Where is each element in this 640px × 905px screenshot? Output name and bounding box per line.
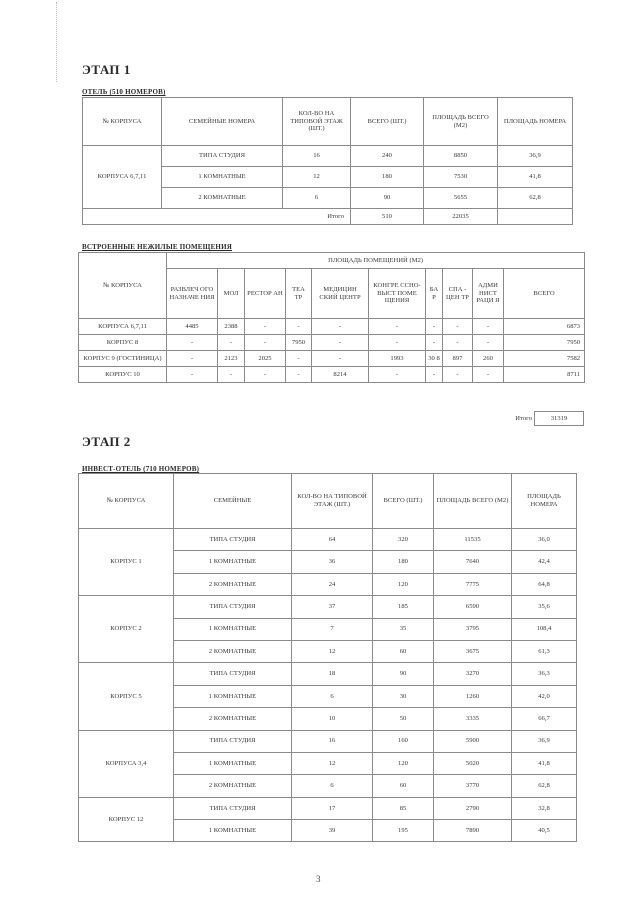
total-cell: 60 [373,640,434,662]
room-type-cell: ТИПА СТУДИЯ [162,146,283,167]
area-total-cell: 3795 [434,618,512,640]
area-total-cell: 3675 [434,640,512,662]
area-room-cell: 36,3 [512,663,577,685]
builtin-total-value: 31319 [535,412,584,426]
area-congress-cell: - [369,335,426,351]
area-total-cell: 3270 [434,663,512,685]
builtin-label: ВСТРОЕННЫЕ НЕЖИЛЫЕ ПОМЕЩЕНИЯ [82,243,232,251]
stage1-header-row [83,98,573,146]
area-theatre-cell: 7950 [286,335,312,351]
room-type-cell: ТИПА СТУДИЯ [174,663,292,685]
subheader-total: ВСЕГО [504,269,585,319]
area-total-cell: 3335 [434,708,512,730]
total-cell: 195 [373,820,434,842]
per-floor-cell: 6 [292,685,373,707]
building-cell: КОРПУС 9 (ГОСТИНИЦА) [79,351,167,367]
area-restaurant-cell: - [245,319,286,335]
row-total-cell: 7582 [504,351,585,367]
room-type-cell: 1 КОМНАТНЫЕ [174,752,292,774]
area-spa-cell: - [443,335,473,351]
area-entertainment-cell: 4485 [167,319,218,335]
subheader-bar: БА Р [426,269,443,319]
room-type-cell: 1 КОМНАТНЫЕ [174,551,292,573]
total-cell: 160 [373,730,434,752]
area-total-cell: 1260 [434,685,512,707]
area-total-cell: 2790 [434,797,512,819]
area-mall-cell: - [218,335,245,351]
area-total-cell: 5900 [434,730,512,752]
area-room-cell: 66,7 [512,708,577,730]
per-floor-cell: 12 [283,167,351,188]
total-row [83,209,573,225]
room-type-cell: ТИПА СТУДИЯ [174,596,292,618]
col-type-header: СЕМЕЙНЫЕ НОМЕРА [162,98,283,146]
area-spa-cell: 897 [443,351,473,367]
area-total-cell: 7640 [434,551,512,573]
room-type-cell: 2 КОМНАТНЫЕ [174,573,292,595]
room-type-cell: 1 КОМНАТНЫЕ [174,618,292,640]
table-row [79,797,577,819]
area-room-cell: 40,5 [512,820,577,842]
area-room-cell: 35,6 [512,596,577,618]
total-cell: 185 [373,596,434,618]
building-cell: КОРПУС 12 [79,797,174,842]
col-per-floor-header: КОЛ-ВО НА ТИПОВОЙ ЭТАЖ (ШТ.) [292,474,373,529]
area-room-cell: 32,8 [512,797,577,819]
table-row [79,663,577,685]
total-cell: 120 [373,752,434,774]
builtin-total-label: Итого [515,414,532,422]
area-bar-cell: - [426,367,443,383]
stage2-header-row [79,474,577,529]
total-cell: 180 [351,167,424,188]
subheader-medical: МЕДИЦИН СКИЙ ЦЕНТР [312,269,369,319]
table-row [79,596,577,618]
scan-mark [56,2,58,82]
stage2-title: ЭТАП 2 [82,434,131,449]
room-type-cell: 2 КОМНАТНЫЕ [174,708,292,730]
building-cell: КОРПУСА 3,4 [79,730,174,797]
col-type-header: СЕМЕЙНЫЕ [174,474,292,529]
area-room-cell: 36,9 [512,730,577,752]
subheader-theatre: ТЕА ТР [286,269,312,319]
builtin-table [78,252,585,383]
room-type-cell: 1 КОМНАТНЫЕ [174,820,292,842]
room-type-cell: 2 КОМНАТНЫЕ [174,775,292,797]
area-room-cell: 108,4 [512,618,577,640]
area-bar-cell: - [426,335,443,351]
area-room-cell: 36,0 [512,529,577,551]
total-cell: 90 [351,188,424,209]
area-total-cell: 7890 [434,820,512,842]
total-cell: 30 [373,685,434,707]
total-cell: 50 [373,708,434,730]
row-total-cell: 6873 [504,319,585,335]
room-type-cell: ТИПА СТУДИЯ [174,797,292,819]
area-theatre-cell: - [286,351,312,367]
stage2-table [78,473,577,842]
stage1-table [82,97,573,225]
area-theatre-cell: - [286,367,312,383]
building-cell: КОРПУС 10 [79,367,167,383]
per-floor-cell: 37 [292,596,373,618]
per-floor-cell: 16 [283,146,351,167]
total-cell: 180 [373,551,434,573]
total-area: 22035 [424,209,498,225]
area-entertainment-cell: - [167,351,218,367]
area-admin-cell: - [473,335,504,351]
subheader-mall: МОЛ [218,269,245,319]
area-congress-cell: 1993 [369,351,426,367]
per-floor-cell: 18 [292,663,373,685]
area-room-cell: 36,9 [498,146,573,167]
total-count: 510 [351,209,424,225]
row-total-cell: 7950 [504,335,585,351]
area-room-cell: 64,8 [512,573,577,595]
building-cell: КОРПУС 2 [79,596,174,663]
total-cell: 240 [351,146,424,167]
col-area-room-header: ПЛОЩАДЬ НОМЕРА [512,474,577,529]
area-room-cell: 62,8 [498,188,573,209]
area-total-cell: 8850 [424,146,498,167]
area-room-cell: 41,8 [498,167,573,188]
area-admin-cell: 260 [473,351,504,367]
area-room-cell: 41,8 [512,752,577,774]
area-total-cell: 11535 [434,529,512,551]
area-mall-cell: - [218,367,245,383]
table-row [79,529,577,551]
total-cell: 90 [373,663,434,685]
table-row [79,335,585,351]
building-cell: КОРПУС 5 [79,663,174,730]
stage2-hotel-label: ИНВЕСТ-ОТЕЛЬ (710 НОМЕРОВ) [82,465,200,473]
building-cell: КОРПУС 1 [79,529,174,596]
page-number: 3 [316,874,321,884]
room-type-cell: 1 КОМНАТНЫЕ [174,685,292,707]
building-cell: КОРПУСА 6,7,11 [83,146,162,209]
room-type-cell: 1 КОМНАТНЫЕ [162,167,283,188]
per-floor-cell: 6 [292,775,373,797]
area-spa-cell: - [443,319,473,335]
area-room-cell: 42,0 [512,685,577,707]
col-total-header: ВСЕГО (ШТ.) [351,98,424,146]
area-restaurant-cell: 2025 [245,351,286,367]
total-cell: 85 [373,797,434,819]
per-floor-cell: 7 [292,618,373,640]
table-row [79,730,577,752]
col-building-header: № КОРПУСА [79,253,167,319]
table-row [79,319,585,335]
table-row [79,351,585,367]
subheader-spa: СПА - ЦЕН ТР [443,269,473,319]
subheader-congress: КОНГРЕ ССНО-ВЫСТ ПОМЕ ЩЕНИЯ [369,269,426,319]
area-mall-cell: 2388 [218,319,245,335]
per-floor-cell: 6 [283,188,351,209]
col-area-room-header: ПЛОЩАДЬ НОМЕРА [498,98,573,146]
col-building-header: № КОРПУСА [79,474,174,529]
per-floor-cell: 12 [292,752,373,774]
subheader-admin: АДМИ НИСТ РАЦИ Я [473,269,504,319]
total-label: Итого [83,209,351,225]
building-cell: КОРПУСА 6,7,11 [79,319,167,335]
area-room-cell: 42,4 [512,551,577,573]
area-room-cell: 61,3 [512,640,577,662]
col-total-header: ВСЕГО (ШТ.) [373,474,434,529]
per-floor-cell: 24 [292,573,373,595]
col-building-header: № КОРПУСА [83,98,162,146]
builtin-total [490,411,584,426]
area-admin-cell: - [473,319,504,335]
subheader-entertainment: РАЗВЛЕЧ ОГО НАЗНАЧЕ НИЯ [167,269,218,319]
area-medical-cell: - [312,319,369,335]
area-entertainment-cell: - [167,335,218,351]
area-total-cell: 7530 [424,167,498,188]
col-per-floor-header: КОЛ-ВО НА ТИПОВОЙ ЭТАЖ (ШТ.) [283,98,351,146]
per-floor-cell: 12 [292,640,373,662]
table-row [79,367,585,383]
area-total-cell: 5020 [434,752,512,774]
room-type-cell: 2 КОМНАТНЫЕ [162,188,283,209]
area-bar-cell: - [426,319,443,335]
col-area-total-header: ПЛОЩАДЬ ВСЕГО (М2) [424,98,498,146]
total-cell: 60 [373,775,434,797]
area-spa-cell: - [443,367,473,383]
area-bar-cell: 30 8 [426,351,443,367]
per-floor-cell: 39 [292,820,373,842]
stage1-title: ЭТАП 1 [82,62,131,77]
stage1-hotel-label: ОТЕЛЬ (510 НОМЕРОВ) [82,88,166,96]
room-type-cell: ТИПА СТУДИЯ [174,529,292,551]
subheader-restaurant: РЕСТОР АН [245,269,286,319]
area-congress-cell: - [369,367,426,383]
area-restaurant-cell: - [245,335,286,351]
row-total-cell: 8711 [504,367,585,383]
empty-cell [498,209,573,225]
col-area-header: ПЛОЩАДЬ ПОМЕЩЕНИЙ (М2) [167,253,585,269]
area-entertainment-cell: - [167,367,218,383]
area-medical-cell: - [312,351,369,367]
area-mall-cell: 2123 [218,351,245,367]
builtin-header-row [79,253,585,269]
area-total-cell: 6590 [434,596,512,618]
per-floor-cell: 16 [292,730,373,752]
area-admin-cell: - [473,367,504,383]
area-medical-cell: 8214 [312,367,369,383]
room-type-cell: ТИПА СТУДИЯ [174,730,292,752]
per-floor-cell: 17 [292,797,373,819]
area-room-cell: 62,8 [512,775,577,797]
per-floor-cell: 10 [292,708,373,730]
per-floor-cell: 36 [292,551,373,573]
area-restaurant-cell: - [245,367,286,383]
table-row [83,146,573,167]
area-medical-cell: - [312,335,369,351]
col-area-total-header: ПЛОЩАДЬ ВСЕГО (М2) [434,474,512,529]
total-cell: 35 [373,618,434,640]
area-total-cell: 5655 [424,188,498,209]
total-cell: 320 [373,529,434,551]
total-cell: 120 [373,573,434,595]
per-floor-cell: 64 [292,529,373,551]
room-type-cell: 2 КОМНАТНЫЕ [174,640,292,662]
area-total-cell: 3770 [434,775,512,797]
area-theatre-cell: - [286,319,312,335]
building-cell: КОРПУС 8 [79,335,167,351]
area-total-cell: 7775 [434,573,512,595]
area-congress-cell: - [369,319,426,335]
